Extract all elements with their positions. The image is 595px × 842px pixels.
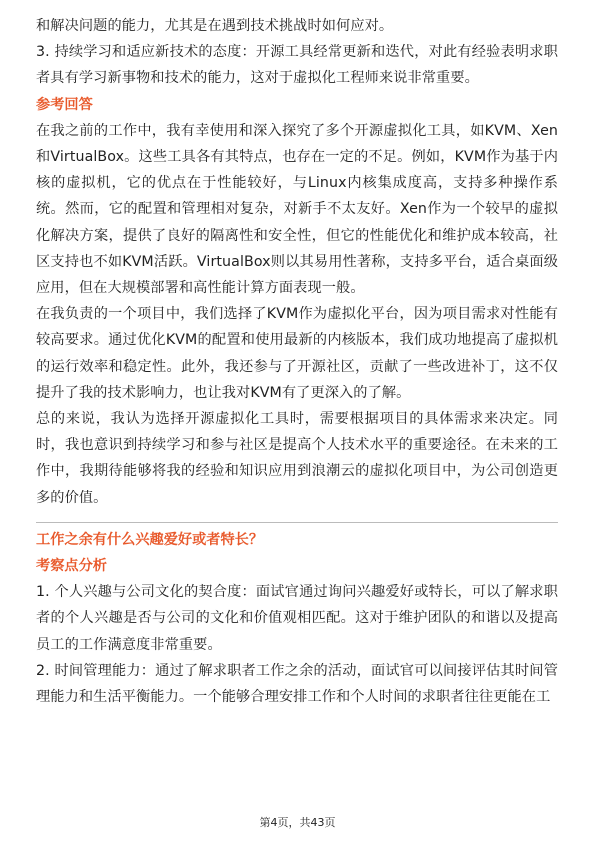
paragraph-point-3: 3. 持续学习和适应新技术的态度：开源工具经常更新和迭代，对此有经验表明求职者具有学习新事物和技术的能力，这对于虚拟化工程师来说非常重要。 [36,44,558,87]
answer-heading: 参考回答 [36,96,93,113]
paragraph-intro-tail: 和解决问题的能力，尤其是在遇到技术挑战时如何应对。 [36,18,394,34]
answer-paragraph-2: 在我负责的一个项目中，我们选择了KVM作为虚拟化平台，因为项目需求对性能有较高要求。通过优化KVM的配置和使用最新的内核版本，我们成功地提高了虚拟机的运行效率和稳定性。此外，我还参与了开源社区，贡献了一些改进补丁，这不仅提升了我的技术影响力，也让我对KVM有了更深入的了解。 [36,306,558,401]
section-divider [36,522,558,523]
page-content [36,13,558,710]
answer-paragraph-1: 在我之前的工作中，我有幸使用和深入探究了多个开源虚拟化工具，如KVM、Xen和VirtualBox。这些工具各有其特点，也存在一定的不足。例如，KVM作为基于内核的虚拟机，它的优点在于性能较好，与Linux内核集成度高，支持多种操作系统。然而，它的配置和管理相对复杂，对新手不太友好。Xen作为一个较早的虚拟化解决方案，提供了良好的隔离性和安全性，但它的性能优化和维护成本较高，社区支持也不如KVM活跃。VirtualBox则以其易用性著称，支持多平台，适合桌面级应用，但在大规模部署和高性能计算方面表现一般。 [36,122,558,297]
question-heading: 工作之余有什么兴趣爱好或者特长？ [36,531,264,548]
analysis-paragraph-1: 1. 个人兴趣与公司文化的契合度：面试官通过询问兴趣爱好或特长，可以了解求职者的个人兴趣是否与公司的文化和价值观相匹配。这对于维护团队的和谐以及提高员工的工作满意度非常重要。 [36,584,558,653]
analysis-heading: 考察点分析 [36,558,107,575]
answer-paragraph-3: 总的来说，我认为选择开源虚拟化工具时，需要根据项目的具体需求来决定。同时，我也意识到持续学习和参与社区是提高个人技术水平的重要途径。在未来的工作中，我期待能够将我的经验和知识应用到浪潮云的虚拟化项目中，为公司创造更多的价值。 [36,411,558,506]
analysis-paragraph-2: 2. 时间管理能力：通过了解求职者工作之余的活动，面试官可以间接评估其时间管理能力和生活平衡能力。一个能够合理安排工作和个人时间的求职者往往更能在工 [36,662,558,706]
page-number-footer: 第4页，共43页 [259,816,336,829]
